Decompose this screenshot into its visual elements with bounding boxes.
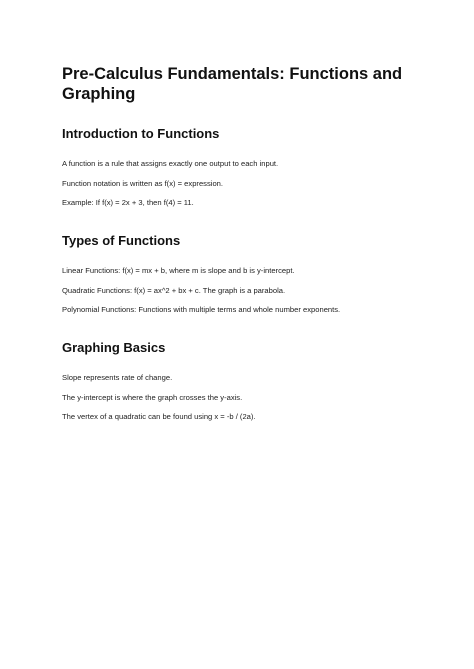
section-introduction-to-functions xyxy=(62,126,422,218)
paragraph: A function is a rule that assigns exactly one output to each input. xyxy=(62,159,279,168)
paragraph: Polynomial Functions: Functions with multiple terms and whole number exponents. xyxy=(62,305,341,314)
section-heading: Graphing Basics xyxy=(62,340,166,355)
section-graphing-basics xyxy=(62,340,422,432)
section-heading: Introduction to Functions xyxy=(62,126,220,141)
paragraph: Example: If f(x) = 2x + 3, then f(4) = 11. xyxy=(62,198,194,207)
paragraph: Function notation is written as f(x) = expression. xyxy=(62,178,224,188)
paragraph: The y-intercept is where the graph crosses the y-axis. xyxy=(62,392,243,402)
document-title: Pre-Calculus Fundamentals: Functions and Graphing xyxy=(62,65,403,103)
section-heading: Types of Functions xyxy=(62,233,181,248)
paragraph: Slope represents rate of change. xyxy=(62,373,173,382)
paragraph: Linear Functions: f(x) = mx + b, where m is slope and b is y-intercept. xyxy=(62,266,295,275)
paragraph: The vertex of a quadratic can be found using x = -b / (2a). xyxy=(62,412,256,421)
paragraph: Quadratic Functions: f(x) = ax^2 + bx + c. The graph is a parabola. xyxy=(62,285,286,295)
section-types-of-functions xyxy=(62,233,422,325)
